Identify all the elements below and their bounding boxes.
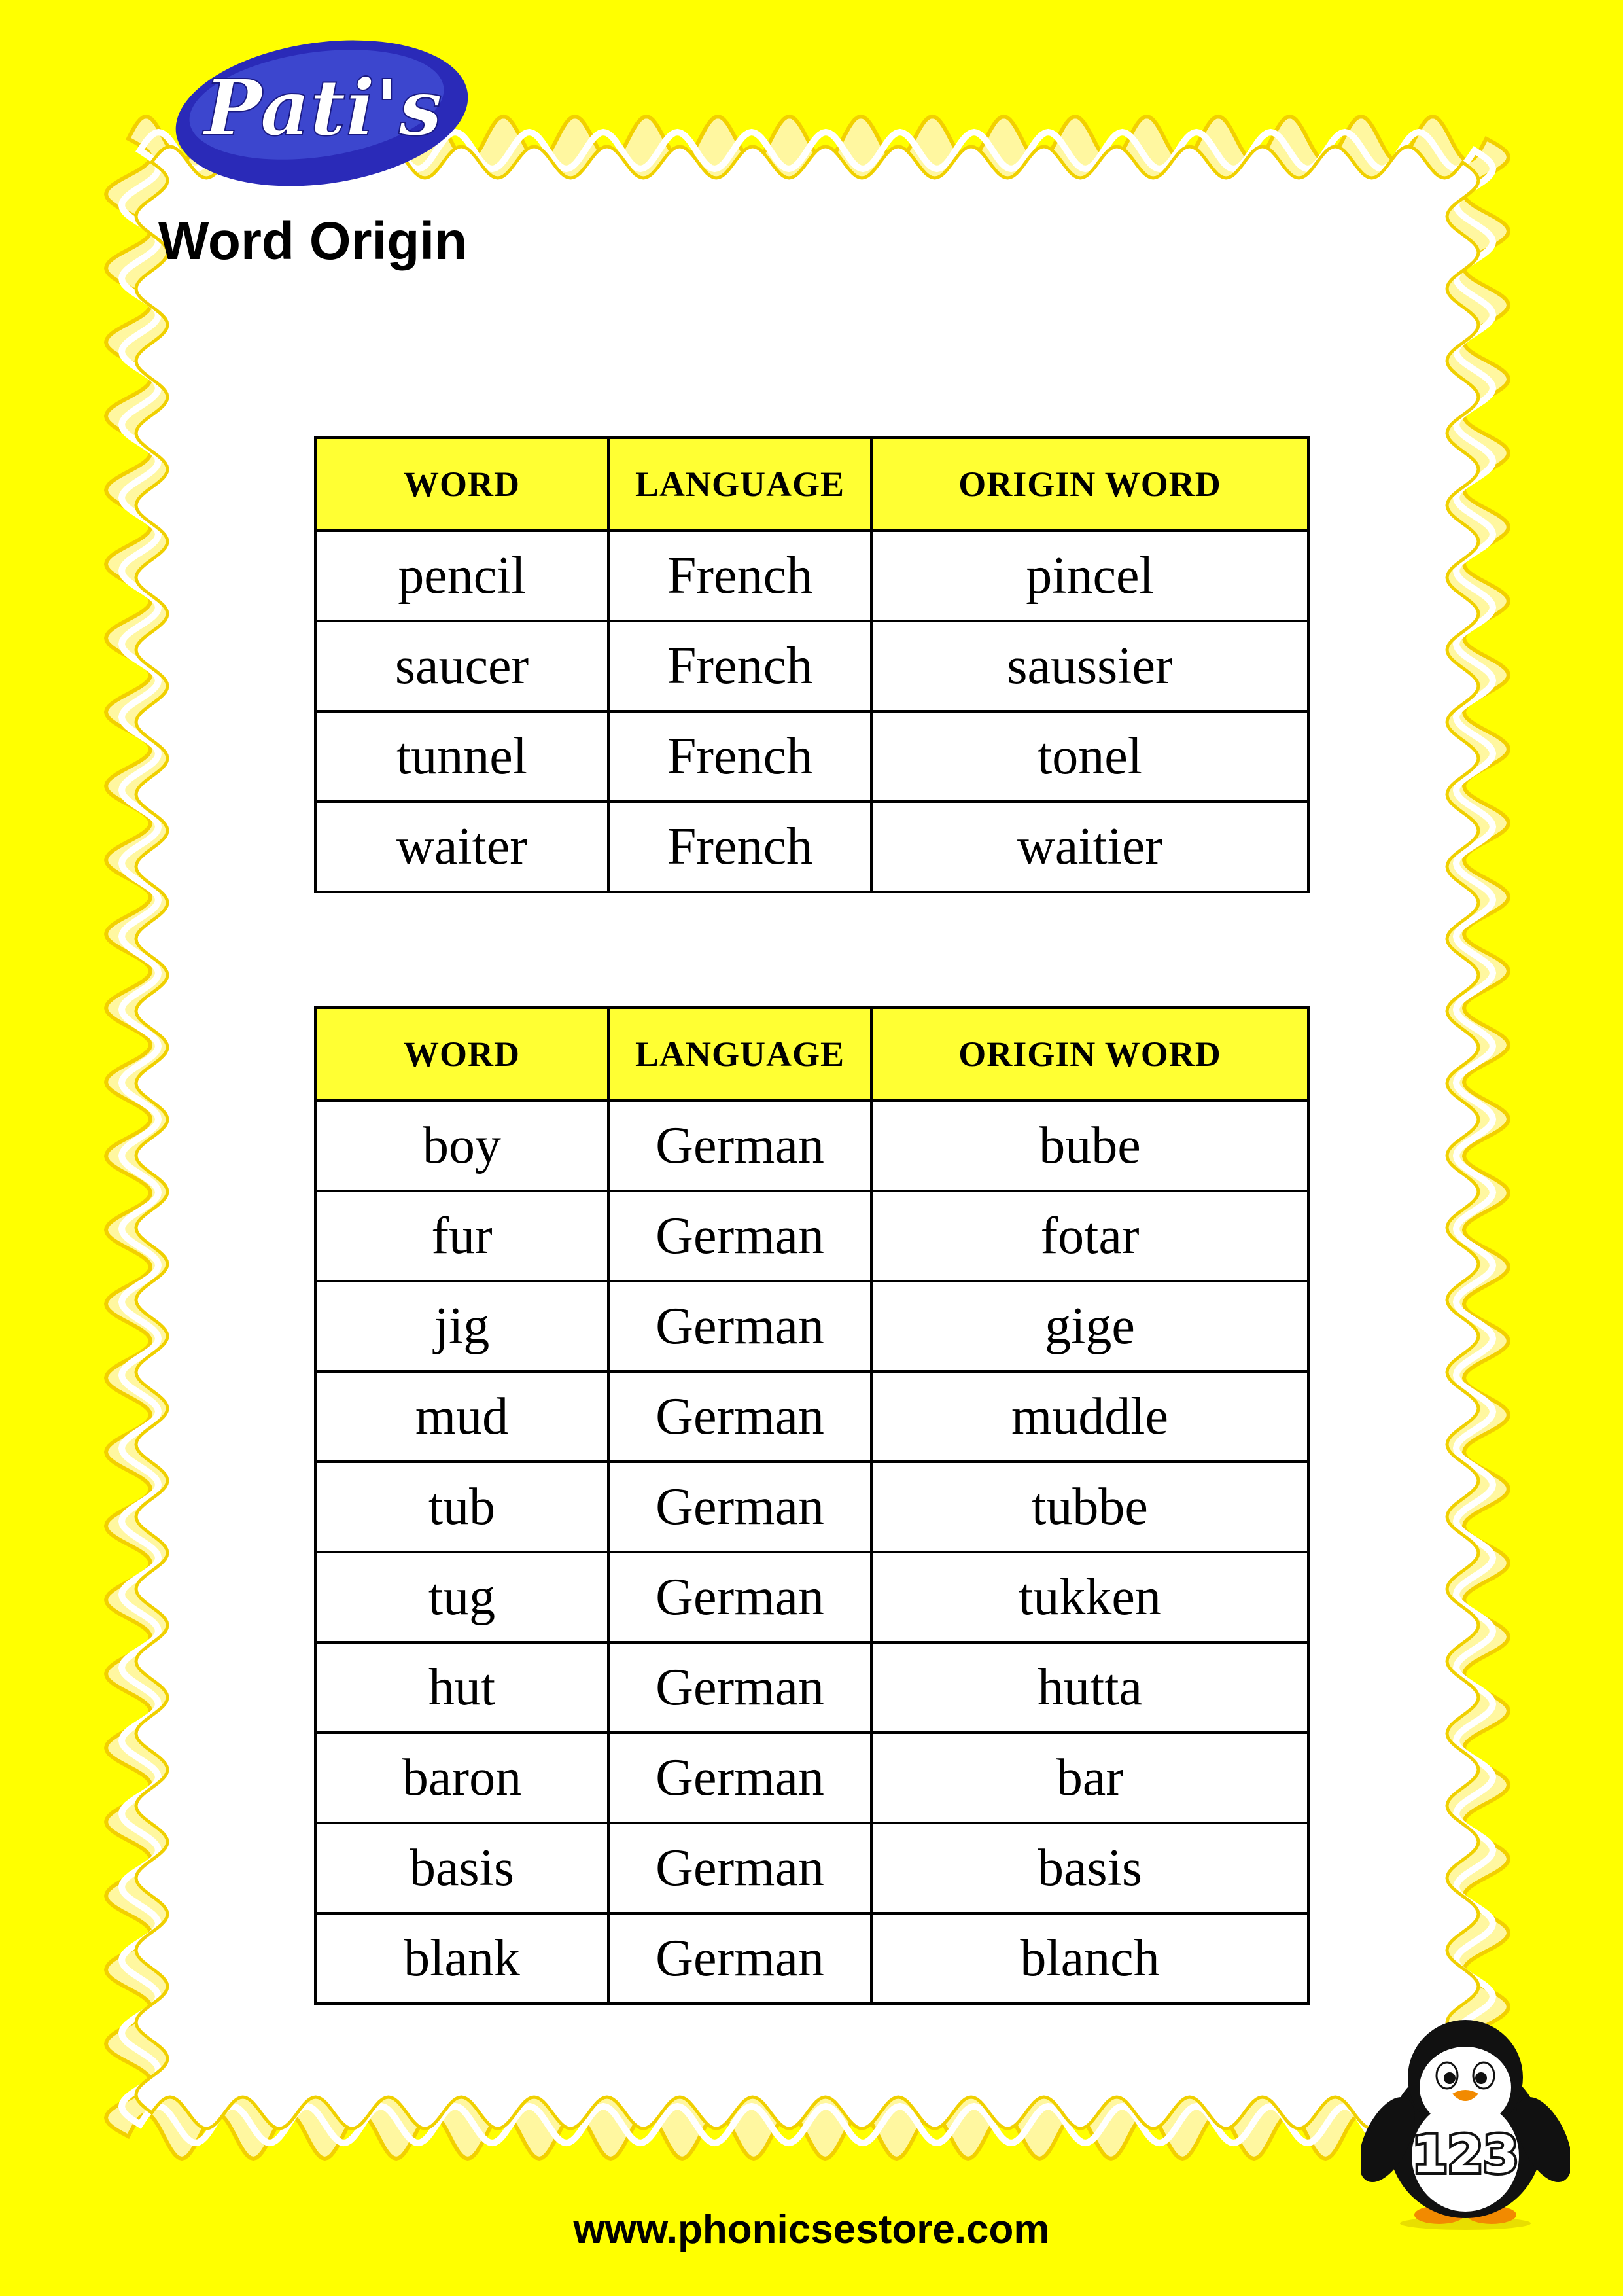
cell-origin-word: blanch [871,1913,1308,2004]
cell-word: saucer [315,621,608,711]
cell-origin-word: saussier [871,621,1308,711]
table-header-row [315,438,1308,531]
header-language: LANGUAGE [608,1008,871,1101]
header-word: WORD [315,1008,608,1101]
word-origin-table-french [314,436,1310,893]
cell-origin-word: tubbe [871,1462,1308,1552]
page-title: Word Origin [158,211,468,271]
cell-language: German [608,1823,871,1913]
cell-word: tunnel [315,711,608,802]
cell-origin-word: bube [871,1101,1308,1191]
table-row [315,1281,1308,1371]
table-row [315,802,1308,892]
cell-language: German [608,1281,871,1371]
cell-language: French [608,531,871,621]
footer-url: www.phonicsestore.com [573,2207,1050,2252]
cell-word: baron [315,1733,608,1823]
cell-word: tub [315,1462,608,1552]
cell-language: German [608,1371,871,1462]
table-row [315,1371,1308,1462]
cell-word: pencil [315,531,608,621]
cell-origin-word: bar [871,1733,1308,1823]
cell-origin-word: pincel [871,531,1308,621]
cell-language: German [608,1552,871,1642]
header-language: LANGUAGE [608,438,871,531]
table-body [315,1101,1308,2004]
table-row [315,1913,1308,2004]
cell-language: French [608,802,871,892]
table-row [315,1101,1308,1191]
table-row [315,1642,1308,1733]
word-origin-table-german [314,1006,1310,2005]
cell-language: German [608,1191,871,1281]
table-body [315,531,1308,892]
cell-word: mud [315,1371,608,1462]
cell-language: French [608,621,871,711]
mascot-badge-text: 123 [1412,2126,1519,2185]
cell-word: fur [315,1191,608,1281]
penguin-icon [1361,2015,1570,2231]
cell-origin-word: tukken [871,1552,1308,1642]
table-row [315,621,1308,711]
logo-text: Pati's [204,62,442,153]
cell-word: tug [315,1552,608,1642]
cell-word: hut [315,1642,608,1733]
cell-language: German [608,1462,871,1552]
cell-origin-word: basis [871,1823,1308,1913]
table-row [315,1191,1308,1281]
cell-origin-word: gige [871,1281,1308,1371]
cell-origin-word: muddle [871,1371,1308,1462]
cell-language: German [608,1101,871,1191]
header-origin-word: ORIGIN WORD [871,1008,1308,1101]
cell-origin-word: waitier [871,802,1308,892]
table-row [315,531,1308,621]
table-row [315,1733,1308,1823]
patis-logo [171,31,472,192]
table-row [315,1552,1308,1642]
cell-origin-word: fotar [871,1191,1308,1281]
cell-word: jig [315,1281,608,1371]
cell-word: boy [315,1101,608,1191]
cell-origin-word: hutta [871,1642,1308,1733]
cell-language: French [608,711,871,802]
cell-language: German [608,1642,871,1733]
cell-language: German [608,1733,871,1823]
table-row [315,1823,1308,1913]
table-row [315,711,1308,802]
cell-word: basis [315,1823,608,1913]
cell-word: waiter [315,802,608,892]
cell-language: German [608,1913,871,2004]
header-origin-word: ORIGIN WORD [871,438,1308,531]
cell-origin-word: tonel [871,711,1308,802]
header-word: WORD [315,438,608,531]
table-header-row [315,1008,1308,1101]
cell-word: blank [315,1913,608,2004]
table-row [315,1462,1308,1552]
